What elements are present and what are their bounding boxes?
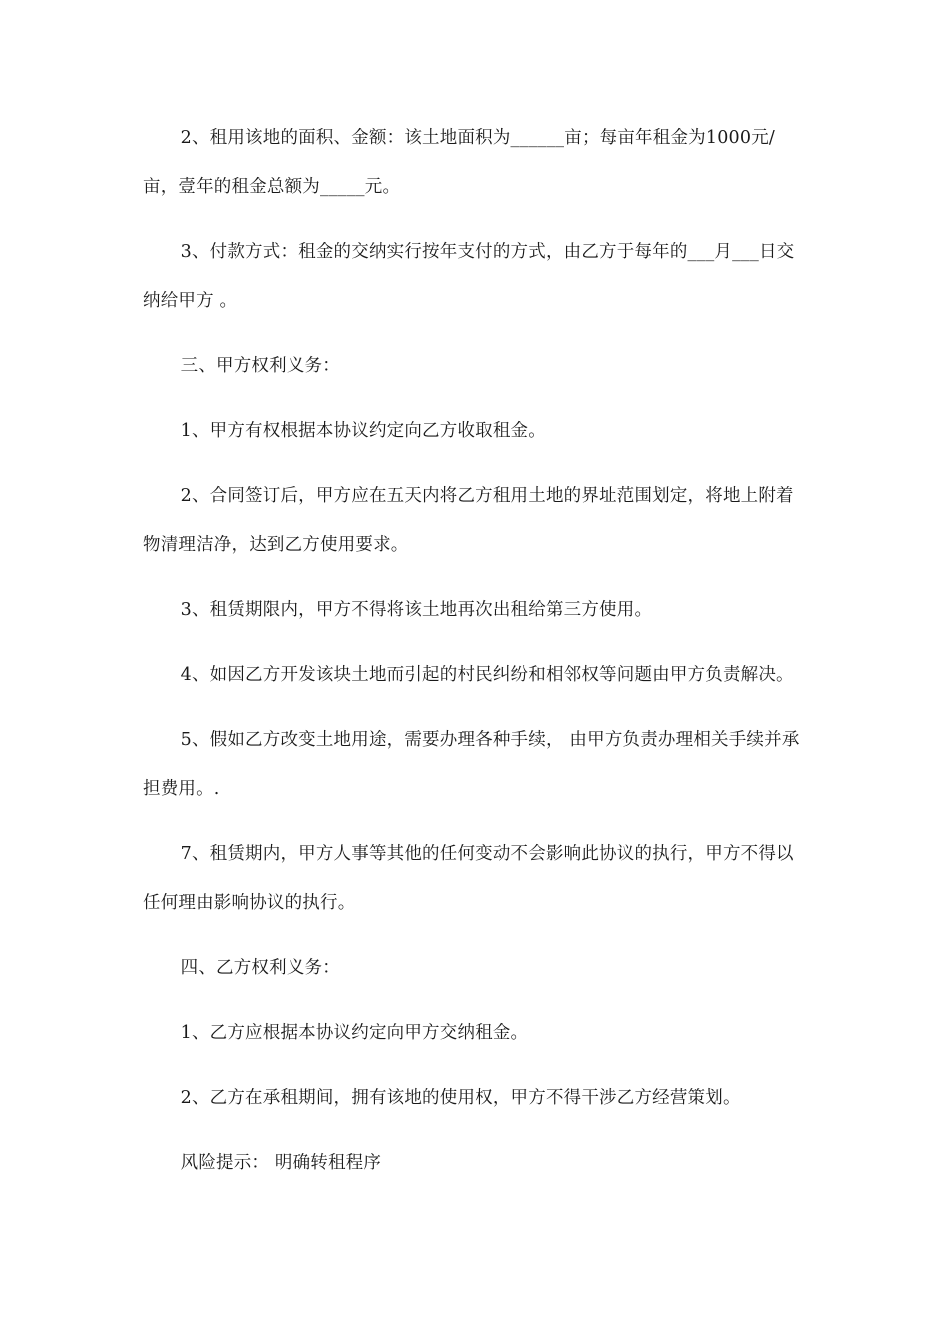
- party-a-clause-4: 4、如因乙方开发该块土地而引起的村民纠纷和相邻权等问题由甲方负责解决。: [180, 665, 794, 685]
- clause-area-amount: 2、租用该地的面积、金额：该土地面积为______亩；每亩年租金为1000元/亩，壹年的租金总额为_____元。: [143, 128, 775, 197]
- party-b-clause-2: 2、乙方在承租期间，拥有该地的使用权，甲方不得干涉乙方经营策划。: [180, 1088, 741, 1108]
- section-heading-party-a: 三、甲方权利义务：: [180, 356, 340, 376]
- section-heading-party-b: 四、乙方权利义务：: [180, 958, 340, 978]
- party-a-clause-2: 2、合同签订后，甲方应在五天内将乙方租用土地的界址范围划定，将地上附着物清理洁净，达到乙方使用要求。: [143, 486, 794, 555]
- party-a-clause-5: 5、假如乙方改变土地用途，需要办理各种手续， 由甲方负责办理相关手续并承担费用。.: [143, 730, 800, 799]
- party-a-clause-1: 1、甲方有权根据本协议约定向乙方收取租金。: [180, 421, 546, 441]
- clause-payment-method: 3、付款方式：租金的交纳实行按年支付的方式，由乙方于每年的___月___日交纳给甲方 。: [143, 242, 795, 311]
- party-b-clause-1: 1、乙方应根据本协议约定向甲方交纳租金。: [180, 1023, 529, 1043]
- party-a-clause-3: 3、租赁期限内，甲方不得将该土地再次出租给第三方使用。: [180, 600, 653, 620]
- risk-note: 风险提示： 明确转租程序: [180, 1153, 382, 1173]
- document-body: [143, 114, 808, 1188]
- party-a-clause-7: 7、租赁期内，甲方人事等其他的任何变动不会影响此协议的执行，甲方不得以任何理由影响协议的执行。: [143, 844, 794, 913]
